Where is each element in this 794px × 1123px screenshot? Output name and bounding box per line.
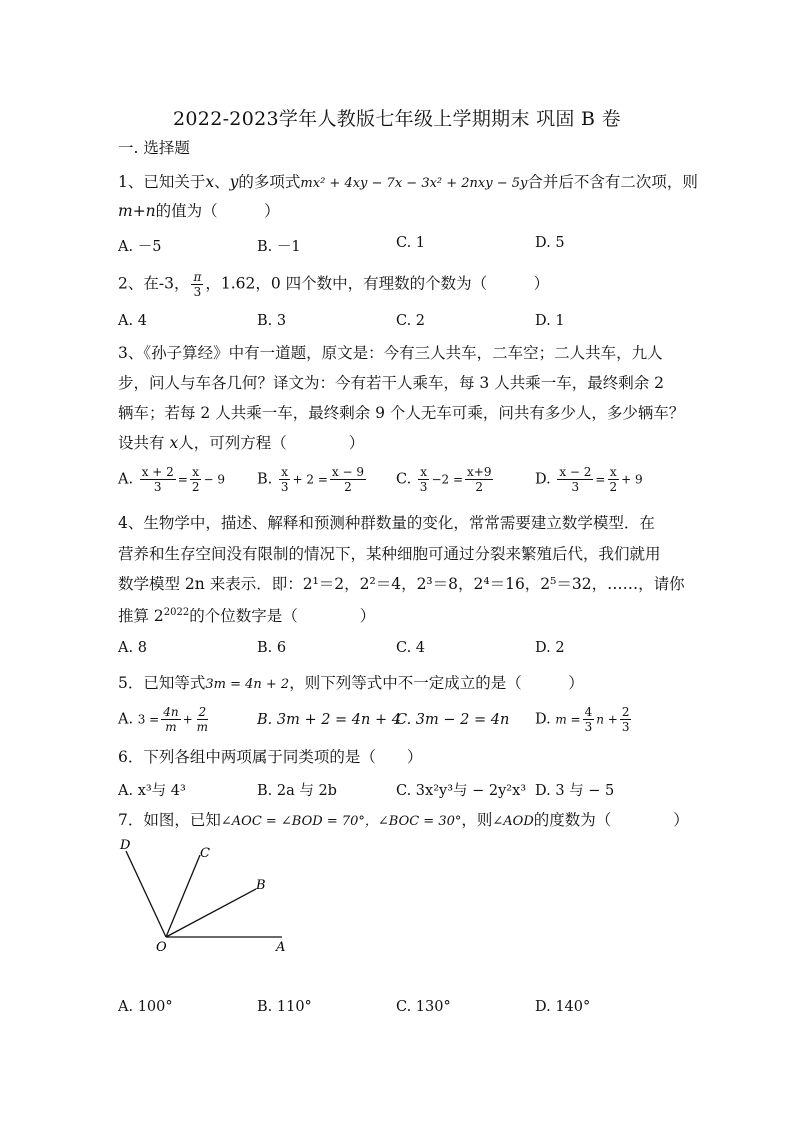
q3-a-d2: 2: [191, 480, 200, 494]
q3-a-d1: 3: [153, 480, 162, 494]
q3-c-frac-1: [418, 465, 430, 494]
q5-option-d: [535, 705, 633, 734]
q3-b-label: B.: [257, 471, 273, 488]
q3-c-n1: x: [420, 465, 427, 479]
q5-text-b: ，则下列等式中不一定成立的是（ ）: [289, 674, 584, 692]
question-3-line-2: 步，问人与车各几何？译文为：今有若干人乘车，每 3 人共乘一车，最终剩余 2: [118, 374, 665, 392]
question-6: 6．下列各组中两项属于同类项的是（ ）: [118, 748, 423, 766]
q5-text-a: 5．已知等式: [118, 674, 206, 692]
q3-option-b: [257, 465, 368, 494]
q6-option-b: B. 2a 与 2b: [257, 783, 337, 799]
q6-option-a: A. x³与 4³: [118, 783, 186, 799]
q4-exponent: 2022: [163, 606, 190, 618]
q5-option-c: C. 3m − 2 = 4n: [396, 712, 510, 728]
q5-option-b: B. 3m + 2 = 4n + 4: [257, 712, 401, 728]
label-d: D: [120, 838, 131, 853]
q1-var-y: y: [229, 173, 239, 191]
q5-d-n1: 4: [584, 705, 593, 719]
ray-ob: [166, 889, 256, 937]
question-4-line-1: 4、生物学中，描述、解释和预测种群数量的变化，常常需要建立数学模型．在: [118, 514, 655, 532]
q5-a-d1: m: [165, 720, 177, 734]
q1-text-d: 的值为（ ）: [155, 202, 280, 220]
q3-c-mid: −2 =: [431, 472, 463, 487]
q5-d-mid: n +: [596, 712, 618, 727]
label-a: A: [276, 940, 286, 955]
ray-od: [126, 851, 166, 937]
q3-b-mid: + 2 =: [292, 472, 328, 487]
q3-b-n2: x − 9: [331, 465, 364, 479]
q3-d-eq: =: [595, 472, 606, 487]
q3-a-frac-2: [190, 465, 202, 494]
q3-d-d2: 2: [609, 480, 618, 494]
q3-a-tail: − 9: [203, 472, 226, 487]
q5-a-label: A.: [118, 711, 134, 728]
question-3-line-1: 3、《孙子算经》中有一道题，原文是：今有三人共车，二车空；二人共车，九人: [118, 344, 663, 362]
q3-b-frac-2: [330, 465, 366, 494]
q7-text-c: 的度数为（ ）: [533, 811, 689, 829]
q1-text-b: 的多项式: [238, 173, 301, 191]
q2-fraction: [191, 270, 203, 299]
q3-a-eq: =: [177, 472, 188, 487]
label-b: B: [256, 878, 266, 893]
question-3-line-4: [118, 433, 364, 453]
angle-figure: [110, 835, 300, 955]
q5-a-lhs: 3 =: [137, 712, 160, 727]
q3-d-frac-2: [607, 465, 619, 494]
q3-a-label: A.: [118, 471, 134, 488]
q5-a-frac-1: [161, 705, 180, 734]
q3-b-d1: 3: [280, 480, 289, 494]
page-title: 2022-2023学年人教版七年级上学期期末 巩固 B 卷: [173, 108, 621, 130]
q5-equation: 3m = 4n + 2: [205, 677, 290, 692]
q1-option-d: D. 5: [535, 235, 565, 251]
q5-d-d2: 3: [621, 720, 630, 734]
q5-option-a: [118, 705, 212, 734]
q3-b-n1: x: [281, 465, 289, 479]
q1-polynomial: mx² + 4xy − 7x − 3x² + 2nxy − 5y: [300, 176, 528, 191]
q7-option-a: A. 100°: [118, 999, 173, 1015]
q3-text-b: 人，可列方程（ ）: [178, 434, 365, 452]
q2-option-c: C. 2: [396, 313, 426, 329]
q3-d-n2: x: [609, 465, 617, 479]
q7-condition: ∠AOC = ∠BOD = 70°，∠BOC = 30°: [220, 814, 462, 829]
q1-text-c: 合并后不含有二次项，则: [527, 173, 698, 191]
q7-text-a: 7．如图，已知: [118, 811, 221, 829]
q3-option-a: [118, 465, 225, 494]
q1-sum-var: m+n: [118, 202, 156, 220]
label-c: C: [200, 846, 210, 861]
q7-option-d: D. 140°: [535, 999, 591, 1015]
q3-d-n1: x − 2: [559, 465, 592, 479]
q2-text-b: ，1.62，0 四个数中，有理数的个数为（ ）: [205, 274, 550, 293]
q4-option-d: D. 2: [535, 640, 565, 656]
q3-var-x: x: [169, 434, 179, 452]
q3-c-frac-2: [465, 465, 493, 494]
q3-a-n2: x: [192, 465, 200, 479]
ray-oc: [166, 855, 200, 937]
q7-target-angle: ∠AOD: [492, 814, 534, 829]
q3-c-d1: 3: [419, 480, 428, 494]
q5-a-n2: 2: [198, 705, 207, 719]
q1-sep: 、: [214, 173, 230, 191]
q2-option-a: A. 4: [118, 313, 147, 329]
q5-a-frac-2: [195, 705, 210, 734]
q2-text-a: 2、在-3，: [118, 274, 190, 293]
q7-option-b: B. 110°: [257, 999, 312, 1015]
question-1-line-2: [118, 201, 280, 221]
question-5: [118, 673, 584, 695]
q5-a-n1: 4n: [163, 705, 179, 719]
q3-a-n1: x + 2: [141, 465, 174, 479]
q3-c-d2: 2: [475, 480, 484, 494]
q5-d-n2: 2: [621, 705, 630, 719]
section-heading: 一. 选择题: [118, 139, 190, 157]
q4-option-a: A. 8: [118, 640, 147, 656]
q3-c-label: C.: [396, 471, 412, 488]
q4-text-a: 推算 2: [118, 607, 164, 625]
question-4-line-4: [118, 606, 375, 626]
q3-b-d2: 2: [344, 480, 352, 494]
q4-option-c: C. 4: [396, 640, 426, 656]
q1-option-a: A. －5: [118, 239, 162, 255]
q7-text-b: ，则: [461, 811, 493, 829]
q6-option-d: D. 3 与 − 5: [535, 783, 615, 799]
q3-c-n2: x+9: [467, 465, 492, 479]
label-o: O: [156, 940, 167, 955]
q1-option-c: C. 1: [396, 235, 426, 251]
q2-option-d: D. 1: [535, 313, 565, 329]
q3-a-frac-1: [140, 465, 176, 494]
q6-option-c: C. 3x²y³与 − 2y²x³: [396, 783, 527, 799]
q4-text-b: 的个位数字是（ ）: [189, 607, 376, 625]
q5-d-label: D.: [535, 711, 551, 728]
q3-b-frac-1: [279, 465, 291, 494]
question-2: [118, 270, 549, 299]
question-1-line-1: [118, 172, 698, 194]
q3-d-label: D.: [535, 471, 551, 488]
q5-a-d2: m: [196, 720, 209, 734]
q3-d-tail: + 9: [621, 472, 643, 487]
q1-var-x: x: [205, 173, 215, 191]
question-3-line-3: 辆车；若每 2 人共乘一车，最终剩余 9 个人无车可乘，问共有多少人，多少辆车？: [118, 404, 685, 422]
q4-option-b: B. 6: [257, 640, 287, 656]
q1-text: 1、已知关于: [118, 173, 206, 191]
question-7: [118, 810, 689, 832]
q3-d-d1: 3: [571, 480, 580, 494]
q2-frac-num: π: [193, 270, 202, 284]
q2-option-b: B. 3: [257, 313, 287, 329]
q5-d-frac-2: [620, 705, 632, 734]
q5-d-d1: 3: [584, 720, 593, 734]
question-4-line-2: 营养和生存空间没有限制的情况下，某种细胞可通过分裂来繁殖后代，我们就用: [118, 545, 661, 563]
q2-frac-den: 3: [193, 285, 202, 299]
q7-option-c: C. 130°: [396, 999, 451, 1015]
q3-option-c: [396, 465, 495, 494]
q3-d-frac-1: [557, 465, 593, 494]
q5-d-frac-1: [583, 705, 595, 734]
q5-d-lhs: m =: [555, 712, 581, 727]
q5-a-plus: +: [182, 712, 193, 727]
question-4-line-3: 数学模型 2n 来表示．即：2¹＝2，2²＝4，2³＝8，2⁴＝16，2⁵＝32，……，请你: [118, 575, 685, 593]
q1-option-b: B. －1: [257, 239, 301, 255]
q3-text-a: 设共有: [118, 434, 165, 452]
q3-option-d: [535, 465, 643, 494]
